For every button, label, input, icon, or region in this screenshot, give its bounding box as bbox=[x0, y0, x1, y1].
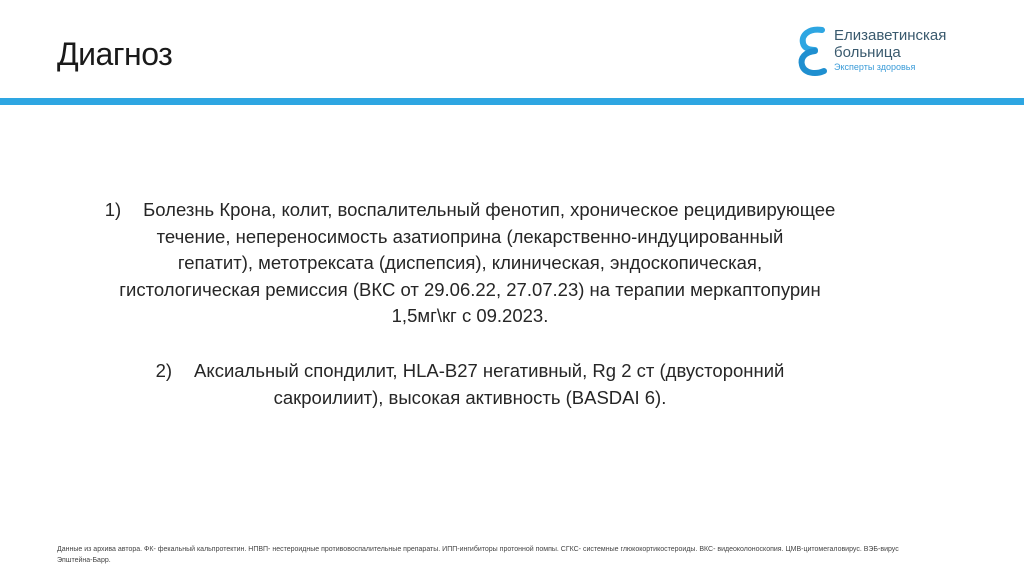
footnote-line: Эпштейна-Барр. bbox=[57, 557, 111, 564]
diagnosis-item-2 bbox=[100, 358, 840, 411]
logo-name-line2: больница bbox=[834, 44, 901, 61]
footnote bbox=[57, 544, 992, 566]
diagnosis-text-line: гепатит), метотрексата (диспепсия), клиническая, эндоскопическая, bbox=[177, 252, 763, 273]
diagnosis-text-line: гистологическая ремиссия (ВКС от 29.06.22, 27.07.23) на терапии меркаптопурин bbox=[119, 278, 821, 300]
diagnosis-text-line: Аксиальный спондилит, HLA-B27 негативный, Rg 2 ст (двусторонний bbox=[194, 360, 785, 381]
diagnosis-item-1 bbox=[60, 197, 880, 330]
diagnosis-number: 1) bbox=[104, 199, 122, 220]
diagnosis-text-line: сакроилиит), высокая активность (BASDAI 6). bbox=[273, 386, 667, 408]
slide-title: Диагноз bbox=[57, 36, 173, 72]
hospital-logo bbox=[795, 24, 946, 78]
header-accent-bar bbox=[0, 98, 1024, 105]
footnote-line: Данные из архива автора. ФК- фекальный кальпротектин. НПВП- нестероидные противовоспалительные препараты. ИПП-ингибиторы протонной помпы. СГКС- системные глюкокортикостероиды. ВКС- видеоколоноскопия. ЦМВ-цитомегаловирус. ВЭБ-вирус bbox=[57, 546, 899, 553]
diagnosis-text-line: 1,5мг\кг с 09.2023. bbox=[391, 305, 549, 326]
diagnosis-text-line: течение, непереносимость азатиоприна (лекарственно-индуцированный bbox=[156, 225, 784, 247]
stylized-e-icon bbox=[795, 24, 829, 78]
logo-tagline: Эксперты здоровья bbox=[834, 62, 916, 72]
diagnosis-text-line: Болезнь Крона, колит, воспалительный фенотип, хроническое рецидивирующее bbox=[143, 199, 836, 220]
logo-name-line1: Елизаветинская bbox=[834, 27, 947, 44]
diagnosis-number: 2) bbox=[155, 360, 173, 381]
